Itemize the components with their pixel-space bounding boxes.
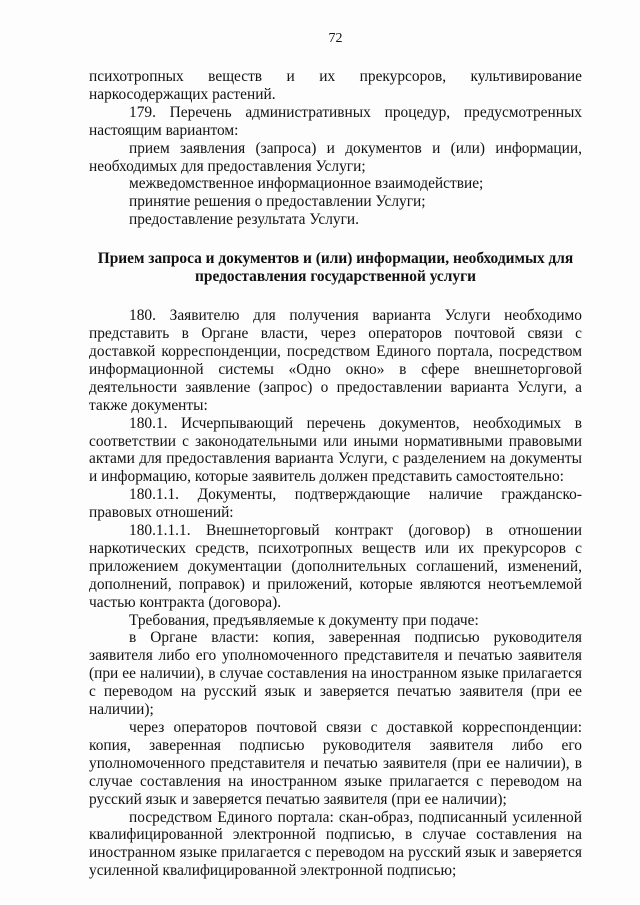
requirement-postal: через операторов почтовой связи с доставкой корреспонденции: копия, заверенная подписью руководителя заявителя либо его уполномоченного представителя и печатью заявителя (при ее наличии), в случае составления на иностранном языке прилагается с переводом на русский язык и заверяется печатью заявителя (при ее наличии); [89, 719, 582, 808]
list-item-interaction: межведомственное информационное взаимодействие; [129, 175, 484, 193]
section-heading: Прием запроса и документов и (или) информации, необходимых для предоставления государственной услуги [97, 250, 574, 286]
paragraph-continuation: психотропных веществ и их прекурсоров, культивирование наркосодержащих растений. [89, 68, 582, 103]
list-item-result: предоставление результата Услуги. [129, 211, 359, 229]
paragraph-180-1: 180.1. Исчерпывающий перечень документов, необходимых в соответствии с законодательными или иными нормативными правовыми актами для предоставления варианта Услуги, с разделением на документы и информацию, которые заявитель должен представить самостоятельно: [89, 414, 582, 486]
paragraph-180-1-1-1: 180.1.1.1. Внешнеторговый контракт (договор) в отношении наркотических средств, психотропных веществ или их прекурсоров с приложением документации (дополнительных соглашений, изменений, дополнений, поправок) и приложений, которые являются неотъемлемой частью контракта (договора). [89, 522, 582, 611]
paragraph-179: 179. Перечень административных процедур, предусмотренных настоящим вариантом: [89, 103, 582, 139]
list-item-reception: прием заявления (запроса) и документов и (или) информации, необходимых для предоставления Услуги; [89, 139, 582, 175]
list-item-decision: принятие решения о предоставлении Услуги; [129, 193, 426, 211]
paragraph-180-1-1: 180.1.1. Документы, подтверждающие наличие гражданско-правовых отношений: [89, 486, 582, 522]
requirement-authority: в Органе власти: копия, заверенная подписью руководителя заявителя либо его уполномоченного представителя и печатью заявителя (при ее наличии), в случае составления на иностранном языке прилагается с переводом на русский язык и заверяется печатью заявителя (при ее наличии); [89, 629, 582, 719]
page-number: 72 [328, 31, 343, 46]
paragraph-180: 180. Заявителю для получения варианта Услуги необходимо представить в Органе власти, через операторов почтовой связи с доставкой корреспонденции, посредством Единого портала, посредством информационной системы «Одно окно» в сфере внешнеторговой деятельности заявление (запрос) о предоставлении варианта Услуги, а также документы: [89, 307, 582, 414]
requirement-portal: посредством Единого портала: скан-образ, подписанный усиленной квалифицированной электронной подписью, в случае составления на иностранном языке прилагается с переводом на русский язык и заверяется усиленной квалифицированной электронной подписью; [89, 808, 582, 880]
paragraph-requirements: Требования, предъявляемые к документу при подаче: [129, 611, 479, 629]
